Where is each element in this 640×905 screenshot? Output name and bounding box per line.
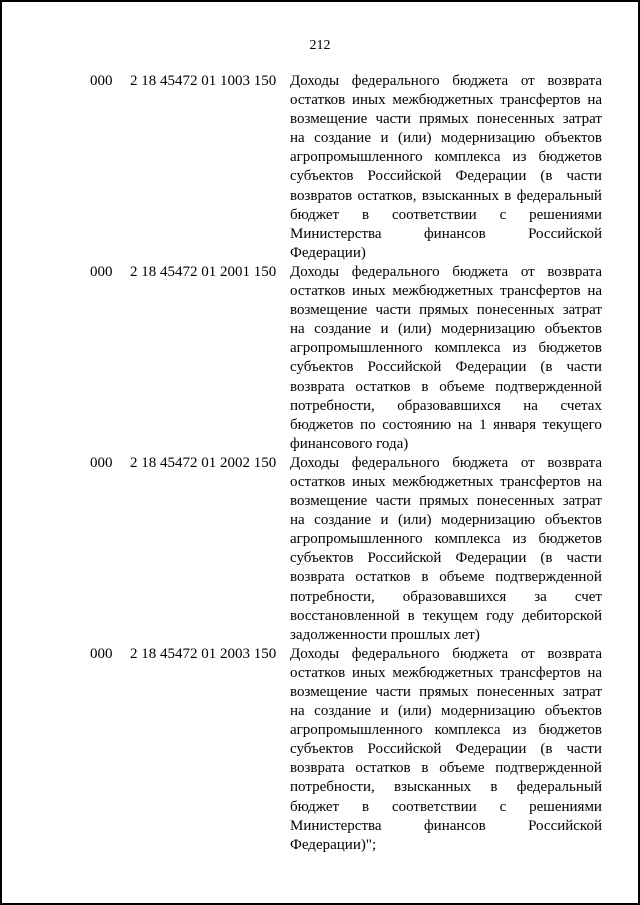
- description-word: из: [512, 340, 527, 357]
- description-line: [290, 129, 602, 148]
- description-word: агропромышленного: [290, 531, 423, 548]
- description-word: остатков: [290, 664, 346, 681]
- description-word: потребности,: [290, 397, 375, 414]
- description-word: из: [512, 531, 527, 548]
- description-word: агропромышленного: [290, 722, 423, 739]
- description-word: бюджетов: [538, 722, 602, 739]
- income-description: [290, 454, 602, 645]
- description-word: подтвержденной: [495, 760, 602, 777]
- description-line: [290, 397, 602, 416]
- description-word: Федерации: [455, 741, 527, 758]
- description-word: в: [490, 779, 498, 796]
- description-word: понесенных: [476, 493, 555, 510]
- description-word: федерального: [351, 454, 440, 471]
- description-line: [290, 148, 602, 167]
- description-word: прямых: [419, 302, 469, 319]
- description-word: (или): [398, 130, 432, 147]
- description-line: [290, 187, 602, 206]
- description-word: на: [290, 130, 305, 147]
- description-word: потребности,: [290, 588, 375, 605]
- description-line: [290, 263, 602, 282]
- income-code: 2 18 45472 01 1003 150: [130, 73, 277, 89]
- description-line: [290, 91, 602, 110]
- description-word: трансфертов: [500, 473, 581, 490]
- description-line: [290, 225, 602, 244]
- description-word: затрат: [562, 302, 602, 319]
- description-word: создание: [314, 130, 371, 147]
- description-word: части: [566, 168, 602, 185]
- description-line: [290, 683, 602, 702]
- description-word: (в: [540, 550, 553, 567]
- description-word: счетах: [560, 397, 602, 414]
- description-word: (в: [540, 359, 553, 376]
- description-word: бюджета: [452, 454, 509, 471]
- income-code: 2 18 45472 01 2003 150: [130, 645, 277, 662]
- description-line: [290, 721, 602, 740]
- description-word: году: [486, 607, 515, 624]
- description-word: объектов: [544, 130, 602, 147]
- description-word: объектов: [544, 512, 602, 529]
- description-word: субъектов: [290, 550, 354, 567]
- description-line: [290, 568, 602, 587]
- description-word: взысканных: [421, 187, 499, 204]
- description-word: соответствии: [391, 206, 477, 223]
- description-line: Федерации)";: [290, 836, 377, 853]
- description-line: [290, 511, 602, 530]
- description-word: создание: [314, 321, 371, 338]
- description-line: [290, 664, 602, 683]
- description-word: межбюджетных: [392, 664, 494, 681]
- description-word: на: [587, 283, 602, 300]
- description-word: в: [421, 378, 429, 395]
- description-word: модернизацию: [441, 321, 536, 338]
- description-word: (или): [398, 321, 432, 338]
- description-word: Доходы: [290, 454, 340, 471]
- description-word: Российской: [367, 741, 442, 758]
- description-word: и: [380, 321, 389, 338]
- description-word: Федерации: [455, 359, 527, 376]
- description-word: части: [566, 741, 602, 758]
- description-word: счет: [574, 588, 602, 605]
- description-word: затрат: [562, 684, 602, 700]
- description-word: финансов: [423, 817, 486, 834]
- description-word: трансфертов: [500, 664, 581, 681]
- description-word: иных: [351, 92, 386, 109]
- description-line: [290, 206, 602, 225]
- description-word: 1: [479, 416, 487, 433]
- description-word: образовавшихся: [397, 397, 501, 414]
- description-word: решениями: [529, 798, 602, 815]
- description-word: дебиторской: [521, 607, 602, 624]
- description-word: трансфертов: [500, 283, 581, 300]
- description-word: остатков: [355, 569, 411, 586]
- description-word: на: [290, 703, 305, 720]
- description-word: части: [375, 684, 411, 700]
- description-word: создание: [314, 512, 371, 529]
- description-line: [290, 798, 602, 817]
- description-word: комплекса: [434, 149, 501, 166]
- description-word: на: [290, 512, 305, 529]
- admin-code: 000: [90, 73, 113, 89]
- description-word: бюджетов: [538, 149, 602, 166]
- description-word: января: [493, 416, 537, 433]
- income-entry: [90, 72, 602, 263]
- description-line: [290, 492, 602, 511]
- description-word: бюджета: [452, 73, 509, 89]
- description-word: остатков: [290, 473, 346, 490]
- description-word: бюджетов: [538, 531, 602, 548]
- description-word: иных: [351, 664, 386, 681]
- description-word: прямых: [419, 684, 469, 700]
- description-word: Российской: [367, 359, 442, 376]
- description-word: возврата: [547, 263, 602, 280]
- description-word: (в: [540, 168, 553, 185]
- description-line: [290, 740, 602, 759]
- description-word: остатков: [290, 283, 346, 300]
- description-word: Доходы: [290, 645, 340, 662]
- description-word: на: [587, 92, 602, 109]
- description-line: [290, 530, 602, 549]
- description-word: части: [375, 493, 411, 510]
- description-word: понесенных: [476, 684, 555, 700]
- description-word: в: [421, 569, 429, 586]
- description-line: [290, 378, 602, 397]
- description-line: [290, 702, 602, 721]
- description-word: части: [375, 111, 411, 128]
- description-word: потребности,: [290, 779, 375, 796]
- description-word: от: [520, 73, 535, 89]
- description-word: восстановленной: [290, 607, 400, 624]
- description-word: субъектов: [290, 359, 354, 376]
- description-word: Российской: [367, 168, 442, 185]
- description-word: текущего: [542, 416, 602, 433]
- description-word: Российской: [528, 817, 602, 834]
- description-word: понесенных: [476, 302, 555, 319]
- description-word: федерального: [351, 263, 440, 280]
- description-word: Российской: [528, 225, 602, 242]
- description-word: и: [380, 512, 389, 529]
- description-line: [290, 759, 602, 778]
- description-word: состоянию: [382, 416, 452, 433]
- description-line: [290, 645, 602, 664]
- admin-code: 000: [90, 263, 113, 280]
- description-word: возмещение: [290, 684, 368, 700]
- description-word: на: [457, 416, 473, 433]
- income-description: [290, 72, 602, 263]
- description-word: федеральный: [516, 187, 602, 204]
- description-word: возвратов: [290, 187, 353, 204]
- description-word: за: [534, 588, 547, 605]
- description-word: объеме: [439, 378, 485, 395]
- description-word: в: [361, 206, 370, 223]
- admin-code: 000: [90, 645, 113, 662]
- description-word: решениями: [529, 206, 602, 223]
- description-word: модернизацию: [441, 130, 536, 147]
- description-word: от: [520, 454, 535, 471]
- description-word: образовавшихся: [402, 588, 507, 605]
- description-word: бюджетов: [290, 416, 354, 433]
- description-word: комплекса: [434, 340, 501, 357]
- description-word: прямых: [419, 111, 469, 128]
- description-line: [290, 358, 602, 377]
- description-line: [290, 473, 602, 492]
- description-word: бюджета: [452, 263, 509, 280]
- description-line: [290, 416, 602, 435]
- description-word: остатков,: [357, 187, 417, 204]
- description-word: Министерства: [290, 225, 382, 242]
- description-word: прямых: [419, 493, 469, 510]
- description-word: остатков: [290, 92, 346, 109]
- description-word: понесенных: [476, 111, 555, 128]
- description-word: текущем: [422, 607, 479, 624]
- description-line: [290, 72, 602, 91]
- description-word: на: [587, 664, 602, 681]
- description-word: модернизацию: [441, 703, 536, 720]
- income-code-list: [90, 72, 602, 855]
- description-word: (или): [398, 512, 432, 529]
- description-line: [290, 282, 602, 301]
- description-word: межбюджетных: [392, 283, 494, 300]
- description-word: федерального: [351, 73, 440, 89]
- admin-code: 000: [90, 454, 113, 471]
- description-line: задолженности прошлых лет): [290, 626, 480, 643]
- description-word: трансфертов: [500, 92, 581, 109]
- description-word: остатков: [355, 378, 411, 395]
- description-word: бюджетов: [538, 340, 602, 357]
- description-word: части: [566, 550, 602, 567]
- income-entry: [90, 645, 602, 855]
- description-word: (в: [540, 741, 553, 758]
- description-word: в: [504, 187, 512, 204]
- description-word: в: [421, 760, 429, 777]
- description-word: субъектов: [290, 741, 354, 758]
- description-word: бюджет: [290, 206, 340, 223]
- description-word: затрат: [562, 493, 602, 510]
- description-word: Федерации: [455, 168, 527, 185]
- income-entry: [90, 263, 602, 454]
- description-word: объектов: [544, 703, 602, 720]
- description-word: с: [499, 798, 507, 815]
- description-word: Министерства: [290, 817, 382, 834]
- description-word: Российской: [367, 550, 442, 567]
- description-word: и: [380, 703, 389, 720]
- description-word: Доходы: [290, 263, 340, 280]
- description-line: [290, 588, 602, 607]
- page-number: 212: [309, 38, 331, 53]
- description-word: с: [499, 206, 507, 223]
- description-word: комплекса: [434, 531, 501, 548]
- description-word: иных: [351, 473, 386, 490]
- description-word: возмещение: [290, 111, 368, 128]
- description-word: возврата: [290, 569, 345, 586]
- description-line: [290, 817, 602, 836]
- description-word: от: [520, 645, 535, 662]
- description-word: агропромышленного: [290, 340, 423, 357]
- description-word: федерального: [351, 645, 440, 662]
- income-description: [290, 263, 602, 454]
- description-word: из: [512, 149, 527, 166]
- description-word: объектов: [544, 321, 602, 338]
- description-word: межбюджетных: [392, 92, 494, 109]
- description-line: [290, 607, 602, 626]
- description-word: из: [512, 722, 527, 739]
- description-word: затрат: [562, 111, 602, 128]
- description-word: в: [407, 607, 415, 624]
- description-word: Доходы: [290, 73, 340, 89]
- description-line: [290, 167, 602, 186]
- description-word: соответствии: [391, 798, 477, 815]
- income-entry: [90, 454, 602, 645]
- description-word: агропромышленного: [290, 149, 423, 166]
- description-word: Федерации: [455, 550, 527, 567]
- description-word: межбюджетных: [392, 473, 494, 490]
- income-code: 2 18 45472 01 2001 150: [130, 263, 277, 280]
- description-word: на: [587, 473, 602, 490]
- income-code: 2 18 45472 01 2002 150: [130, 454, 277, 471]
- description-word: на: [290, 321, 305, 338]
- description-line: [290, 778, 602, 797]
- description-word: по: [360, 416, 376, 433]
- description-word: бюджет: [290, 798, 340, 815]
- description-line: [290, 320, 602, 339]
- description-word: подтвержденной: [495, 378, 602, 395]
- description-line: [290, 549, 602, 568]
- description-word: подтвержденной: [495, 569, 602, 586]
- description-line: финансового года): [290, 435, 409, 452]
- description-word: на: [523, 397, 538, 414]
- description-word: возмещение: [290, 302, 368, 319]
- description-word: возврата: [547, 73, 602, 89]
- description-word: субъектов: [290, 168, 354, 185]
- description-line: Федерации): [290, 244, 366, 261]
- description-word: возврата: [547, 645, 602, 662]
- description-word: взысканных: [394, 779, 472, 796]
- description-word: комплекса: [434, 722, 501, 739]
- description-word: иных: [351, 283, 386, 300]
- description-word: модернизацию: [441, 512, 536, 529]
- description-word: создание: [314, 703, 371, 720]
- description-line: [290, 301, 602, 320]
- description-word: федеральный: [516, 779, 602, 796]
- description-word: объеме: [439, 569, 485, 586]
- description-word: возврата: [547, 454, 602, 471]
- description-word: финансов: [423, 225, 486, 242]
- description-line: [290, 110, 602, 129]
- description-word: в: [361, 798, 370, 815]
- description-line: [290, 339, 602, 358]
- description-word: части: [566, 359, 602, 376]
- description-word: и: [380, 130, 389, 147]
- description-word: возврата: [290, 760, 345, 777]
- income-description: [290, 645, 602, 855]
- description-word: бюджета: [452, 645, 509, 662]
- description-word: части: [375, 302, 411, 319]
- description-word: возмещение: [290, 493, 368, 510]
- description-word: возврата: [290, 378, 345, 395]
- description-line: [290, 454, 602, 473]
- description-word: (или): [398, 703, 432, 720]
- description-word: остатков: [355, 760, 411, 777]
- description-word: от: [520, 263, 535, 280]
- description-word: объеме: [439, 760, 485, 777]
